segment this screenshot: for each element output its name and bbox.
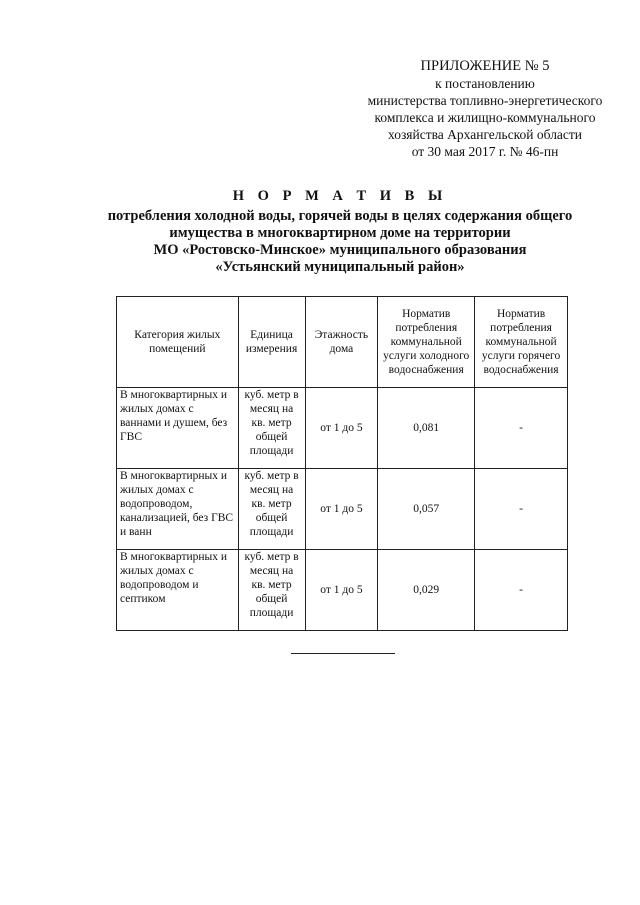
heading-line: потребления холодной воды, горячей воды в целях содержания общего <box>107 208 573 224</box>
appendix-line: хозяйства Архангельской области <box>387 127 583 142</box>
cell-floors: от 1 до 5 <box>305 550 378 631</box>
heading-line: «Устьянский муниципальный район» <box>215 259 465 275</box>
cell-category: В многоквартирных и жилых домах с ваннами и душем, без ГВС <box>117 388 239 469</box>
cell-hot-water: - <box>475 469 568 550</box>
table-row <box>117 388 568 469</box>
header-cold-water: Норматив потребления коммунальной услуги холодного водоснабжения <box>378 297 475 388</box>
cell-category: В многоквартирных и жилых домах с водопроводом и септиком <box>117 550 239 631</box>
cell-floors: от 1 до 5 <box>305 469 378 550</box>
cell-category: В многоквартирных и жилых домах с водопроводом, канализацией, без ГВС и ванн <box>117 469 239 550</box>
heading-line: имущества в многоквартирном доме на территории <box>169 225 511 241</box>
table-header-row <box>117 297 568 388</box>
appendix-line: комплекса и жилищно-коммунального <box>374 110 596 125</box>
end-divider <box>291 653 395 654</box>
appendix-title: ПРИЛОЖЕНИЕ № 5 <box>420 58 550 74</box>
header-category: Категория жилых помещений <box>117 297 239 388</box>
cell-cold-water: 0,057 <box>378 469 475 550</box>
cell-unit: куб. метр в месяц на кв. метр общей площади <box>238 388 305 469</box>
document-heading <box>70 188 610 276</box>
appendix-line: к постановлению <box>435 76 535 91</box>
appendix-block <box>340 58 630 160</box>
document-title: Н О Р М А Т И В Ы <box>232 188 448 204</box>
cell-cold-water: 0,029 <box>378 550 475 631</box>
appendix-line: министерства топливно-энергетического <box>367 93 603 108</box>
cell-hot-water: - <box>475 550 568 631</box>
appendix-line: от 30 мая 2017 г. № 46-пн <box>411 144 559 159</box>
header-floors: Этажность дома <box>305 297 378 388</box>
header-unit: Единица измерения <box>238 297 305 388</box>
table-row <box>117 469 568 550</box>
cell-floors: от 1 до 5 <box>305 388 378 469</box>
heading-line: МО «Ростовско-Минское» муниципального образования <box>153 242 527 258</box>
table-row <box>117 550 568 631</box>
norms-table <box>116 296 568 631</box>
cell-hot-water: - <box>475 388 568 469</box>
cell-unit: куб. метр в месяц на кв. метр общей площади <box>238 550 305 631</box>
cell-unit: куб. метр в месяц на кв. метр общей площади <box>238 469 305 550</box>
header-hot-water: Норматив потребления коммунальной услуги горячего водоснабжения <box>475 297 568 388</box>
cell-cold-water: 0,081 <box>378 388 475 469</box>
